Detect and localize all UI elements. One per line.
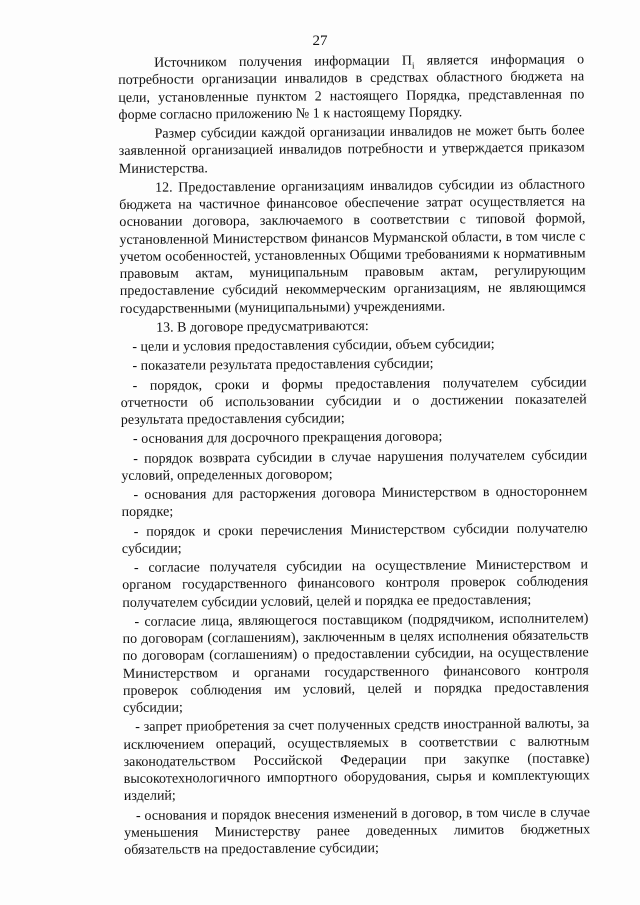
list-item: - основания для расторжения договора Министерством в одностороннем порядке; [121, 484, 588, 521]
list-item: - порядок и сроки перечисления Министерством субсидии получателю субсидии; [121, 520, 588, 557]
page-number: 27 [312, 33, 328, 49]
list-item: - порядок возврата субсидии в случае нарушения получателем субсидии условий, определенных договором; [121, 447, 588, 484]
list-item: - цели и условия предоставления субсидии, объем субсидии; [132, 337, 495, 355]
list-item: - показатели результата предоставления субсидии; [132, 356, 434, 375]
list-item: - запрет приобретения за счет полученных средств иностранной валюты, за исключением операций, осуществляемых в соответствии с валютным законодательством Российской Федерации при закупке (поставке) высокотехнологичного импортного оборудования, сырья и комплектующих изделий; [123, 716, 590, 805]
paragraph-subsidy-size: Размер субсидии каждой организации инвалидов не может быть более заявленной организацией инвалидов потребности и утверждается приказом Министерства. [118, 123, 585, 177]
document-body [118, 51, 590, 861]
paragraph-12: 12. Предоставление организациям инвалидов субсидии из областного бюджета на частичное финансовое обеспечение затрат осуществляется на основании договора, заключаемого в соответствии с типовой формой, установленной Министерством финансов Мурманской области, в том числе с учетом особенностей, установленных Общими требованиями к нормативным правовым актам, муниципальным правовым актам, регулирующим предоставление субсидий некоммерческим организациям, не являющимся государственными (муниципальными) учреждениями. [119, 177, 586, 317]
paragraph-source-info: Источником получения информации $П_i$ является информация о потребности организации инвалидов в средствах областного бюджета на цели, установленные пунктом 2 настоящего Порядка, представленная по форме согласно приложению № 1 к настоящему Порядку. [118, 52, 585, 123]
list-item: - согласие получателя субсидии на осуществление Министерством и органом государственного финансового контроля проверок соблюдения получателем субсидии условий, целей и порядка ее предоставления; [122, 557, 589, 611]
list-item: - порядок, сроки и формы предоставления получателем субсидии отчетности об использовании субсидии и о достижении показателей результата предоставления субсидии; [120, 374, 587, 428]
list-item: - основания для досрочного прекращения договора; [132, 429, 443, 448]
list-item: - основания и порядок внесения изменений в договор, в том числе в случае уменьшения Министерству ранее доведенных лимитов бюджетных обязательств на предоставление субсидии; [124, 804, 591, 858]
list-item: - согласие лица, являющегося поставщиком (подрядчиком, исполнителем) по договорам (соглашениям), заключенным в целях исполнения обязательств по договорам (соглашениям) о предоставлении субсидии, на осуществление Министерством и органами государственного финансового контроля проверок соблюдения им условий, целей и порядка предоставления субсидии; [122, 611, 590, 716]
paragraph-13-heading: 13. В договоре предусматриваются: [156, 318, 369, 336]
